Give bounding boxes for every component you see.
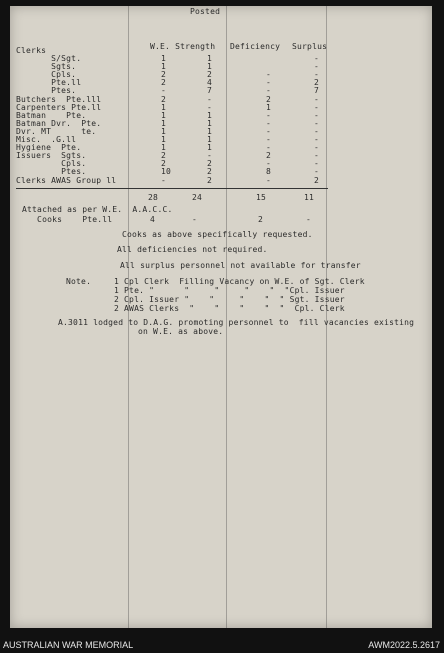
row-label: Batman Dvr. Pte. [16,118,102,128]
archive-name: AUSTRALIAN WAR MEMORIAL [3,640,134,650]
row-value: - [266,143,272,153]
archive-footer [0,637,444,653]
row-label: Ptes. [16,86,77,96]
surplus-heading: Surplus [292,42,328,51]
row-value: - [314,118,320,128]
row-value: 1 [161,126,167,136]
nb-label: Note. [66,277,92,286]
row-value: 1 [161,143,167,153]
strength-heading: W.E. Strength [150,42,216,51]
row-value: 2 [314,78,320,88]
attached-cooks: Cooks Pte.ll [22,215,113,224]
deficiency-heading: Deficiency [230,42,281,51]
row-label: Cpls. [16,70,77,80]
column-ruling [128,6,129,628]
row-value: 2 [161,159,167,169]
row-value: 2 [207,175,213,185]
row-value: - [314,167,320,177]
row-value: - [314,110,320,120]
row-value: - [266,78,272,88]
total-posted: 24 [192,193,203,202]
row-label: Clerks AWAS Group ll [16,175,117,185]
row-label: Hygiene Pte. [16,143,82,153]
attached-surplus: - [306,215,312,224]
row-label: Sgts. [16,62,77,72]
row-value: - [314,126,320,136]
row-value: 2 [161,151,167,161]
nb-line: 1 Cpl Clerk Filling Vacancy on W.E. of Sgt. Clerk [114,277,365,286]
row-value: - [266,126,272,136]
column-ruling [226,6,227,628]
column-ruling [326,6,327,628]
row-value: - [314,94,320,104]
total-strength: 28 [148,193,159,202]
row-value: - [207,94,213,104]
row-value: - [207,151,213,161]
row-value: - [314,70,320,80]
row-value: - [207,102,213,112]
row-value: 1 [161,102,167,112]
closing-line: A.3011 lodged to D.A.G. promoting personnel to fill vacancies existing [58,318,415,327]
posted-label: Posted [190,7,221,16]
attached-line: Attached as per W.E. A.A.C.C. [22,205,173,214]
row-value: 2 [314,175,320,185]
document-sheet [10,6,432,628]
row-label: Cpls. [16,159,87,169]
row-value: 1 [207,126,213,136]
row-value: 1 [161,118,167,128]
row-value: - [266,70,272,80]
row-value: 2 [207,159,213,169]
row-label: Dvr. MT te. [16,126,97,136]
note-surplus: All surplus personnel not available for transfer [120,261,361,270]
row-value: 1 [161,54,167,63]
row-value: - [161,175,167,185]
row-value: - [314,62,320,72]
row-value: 1 [207,135,213,144]
nb-line: 2 Cpl. Issuer " " " " " Sgt. Issuer [114,295,345,304]
attached-strength: 4 [150,215,156,224]
row-label: Issuers Sgts. [16,151,87,161]
row-value: - [266,159,272,169]
row-value: 7 [314,86,320,96]
row-value: 1 [207,54,213,63]
row-value: - [266,175,272,185]
row-value: 1 [207,110,213,120]
row-value: 2 [207,70,213,80]
row-value: 1 [207,118,213,128]
row-value: 1 [207,143,213,153]
row-value: 2 [266,94,272,104]
row-value: 4 [207,78,213,88]
row-value: 1 [161,110,167,120]
row-value: 2 [161,70,167,80]
attached-posted: - [192,215,198,224]
row-value: 7 [207,86,213,96]
row-value: - [314,159,320,169]
row-value: - [314,135,320,144]
row-label: Carpenters Pte.ll [16,102,102,112]
closing-line: on W.E. as above. [138,327,224,336]
row-value: 2 [266,151,272,161]
note-cooks: Cooks as above specifically requested. [122,230,313,239]
attached-deficiency: 2 [258,215,264,224]
row-value: - [314,151,320,161]
nb-line: 2 AWAS Clerks " " " " " Cpl. Clerk [114,304,345,313]
row-value: - [314,143,320,153]
row-value: 1 [161,62,167,72]
row-value: - [266,110,272,120]
row-value: - [266,86,272,96]
archive-reference: AWM2022.5.2617 [368,640,440,650]
row-value: 1 [207,62,213,72]
row-label: Pte.ll [16,78,82,88]
row-value: - [161,86,167,96]
total-deficiency: 15 [256,193,267,202]
row-value: - [266,135,272,144]
row-value: 2 [161,78,167,88]
row-label: Butchers Pte.lll [16,94,102,104]
clerks-heading: Clerks [16,46,47,55]
row-value: 2 [207,167,213,177]
row-label: Batman Pte. [16,110,87,120]
row-value: 1 [161,135,167,144]
row-value: 1 [266,102,272,112]
nb-line: 1 Pte. " " " " " "Cpl. Issuer [114,286,345,295]
row-value: 10 [161,167,172,177]
row-label: S/Sgt. [16,54,82,63]
row-label: Ptes. [16,167,87,177]
total-surplus: 11 [304,193,315,202]
row-value: 2 [161,94,167,104]
row-value: 8 [266,167,272,177]
row-label: Misc. .G.ll [16,135,77,144]
totals-rule [16,188,328,189]
row-value: - [314,54,320,63]
row-value: - [266,118,272,128]
note-deficiencies: All deficiencies not required. [117,245,268,254]
row-value: - [314,102,320,112]
